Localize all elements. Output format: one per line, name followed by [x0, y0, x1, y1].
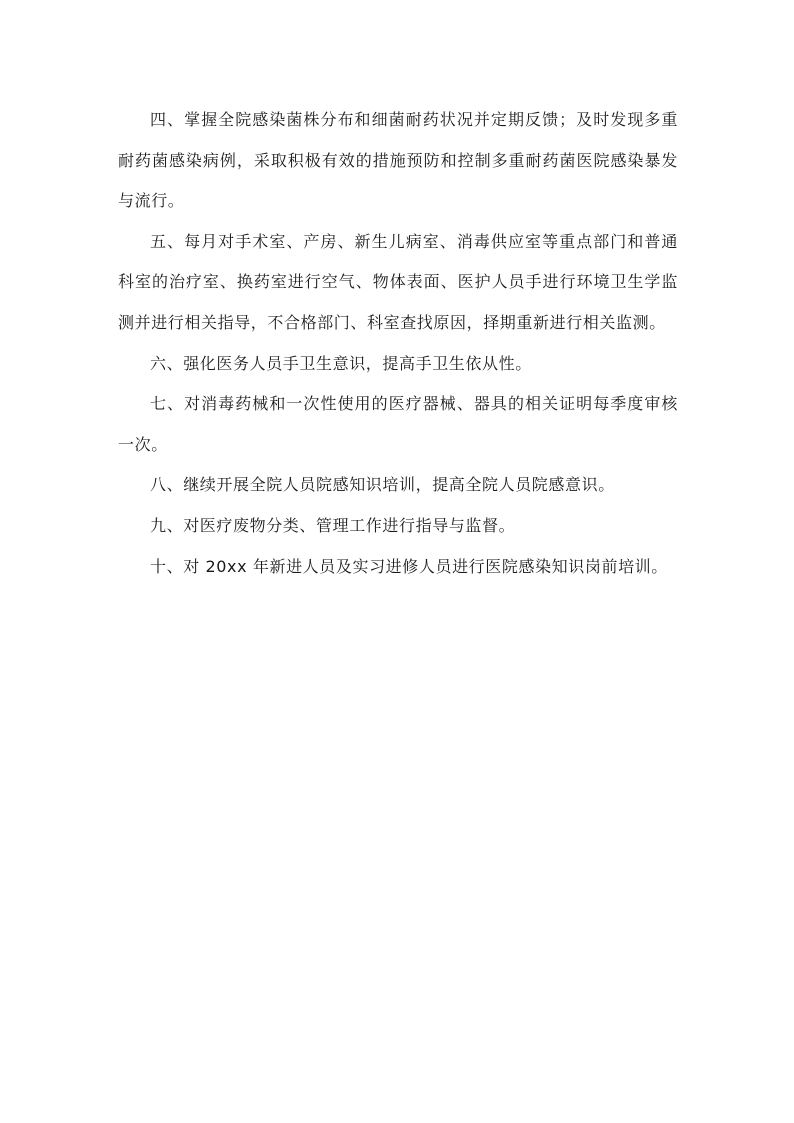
- paragraph-8: 八、继续开展全院人员院感知识培训，提高全院人员院感意识。: [150, 475, 615, 495]
- document-body: [118, 100, 678, 587]
- paragraph-5: 五、每月对手术室、产房、新生儿病室、消毒供应室等重点部门和普通科室的治疗室、换药室进行空气、物体表面、医护人员手进行环境卫生学监测并进行相关指导，不合格部门、科室查找原因，择期重新进行相关监测。: [118, 231, 678, 332]
- paragraph-7: 七、对消毒药械和一次性使用的医疗器械、器具的相关证明每季度审核一次。: [118, 394, 678, 454]
- paragraph-9: 九、对医疗废物分类、管理工作进行指导与监督。: [150, 515, 516, 535]
- paragraph-10: 十、对 20xx 年新进人员及实习进修人员进行医院感染知识岗前培训。: [150, 556, 668, 576]
- paragraph-6: 六、强化医务人员手卫生意识，提高手卫生依从性。: [150, 353, 532, 373]
- paragraph-4: 四、掌握全院感染菌株分布和细菌耐药状况并定期反馈；及时发现多重耐药菌感染病例，采取积极有效的措施预防和控制多重耐药菌医院感染暴发与流行。: [118, 110, 678, 211]
